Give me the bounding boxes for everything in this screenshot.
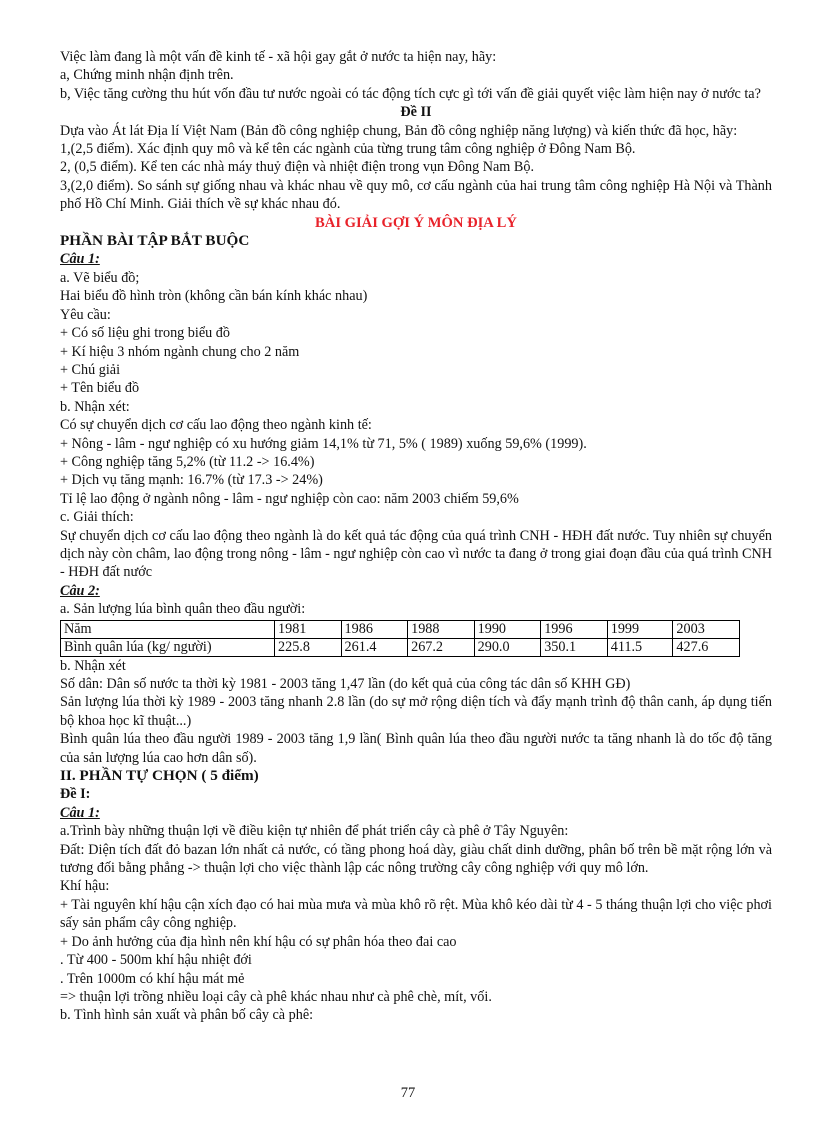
cau2-line: b. Nhận xét bbox=[60, 657, 126, 674]
cau1-line: b. Nhận xét: bbox=[60, 398, 130, 415]
s2-cau1-line: + Do ảnh hưởng của địa hình nên khí hậu có sự phân hóa theo đai cao bbox=[60, 933, 457, 950]
cau1-line: Có sự chuyển dịch cơ cấu lao động theo ngành kinh tế: bbox=[60, 417, 372, 434]
cau2-line: Số dân: Dân số nước ta thời kỳ 1981 - 2003 tăng 1,47 lần (do kết quả của công tác dân số KHH GĐ) bbox=[60, 676, 631, 692]
table-cell: Bình quân lúa (kg/ người) bbox=[61, 638, 275, 656]
cau1-line: + Dịch vụ tăng mạnh: 16.7% (từ 17.3 -> 24%) bbox=[60, 472, 323, 489]
section2-cau1-label: Câu 1: bbox=[60, 804, 100, 821]
table-header-row bbox=[61, 620, 740, 638]
cau1-line: Tỉ lệ lao động ở ngành nông - lâm - ngư nghiệp còn cao: năm 2003 chiếm 59,6% bbox=[60, 490, 519, 507]
s2-cau1-line: a.Trình bày những thuận lợi về điều kiện tự nhiên để phát triển cây cà phê ở Tây Nguyên: bbox=[60, 823, 569, 840]
table-cell: 2003 bbox=[673, 620, 740, 638]
table-cell: 1996 bbox=[541, 620, 608, 638]
de2-line: 2, (0,5 điểm). Kể ten các nhà máy thuỷ điện và nhiệt điện trong vụn Đông Nam Bộ. bbox=[60, 159, 534, 176]
intro-line-2: a, Chứng minh nhận định trên. bbox=[60, 67, 234, 84]
cau1-line: Hai biểu đồ hình tròn (không cần bán kính khác nhau) bbox=[60, 288, 368, 305]
cau1-line: + Nông - lâm - ngư nghiệp có xu hướng giảm 14,1% từ 71, 5% ( 1989) xuống 59,6% (1999). bbox=[60, 435, 587, 452]
s2-cau1-line: + Tài nguyên khí hậu cận xích đạo có hai mùa mưa và mùa khô rõ rệt. Mùa khô kéo dài từ 4 - 5 tháng thuận lợi cho việc phơi sấy sản phẩm cây công nghiệp. bbox=[60, 896, 772, 932]
table-row bbox=[61, 638, 740, 656]
section2-de1: Đề I: bbox=[60, 786, 91, 803]
document-page bbox=[60, 48, 772, 1025]
cau1-line: + Chú giải bbox=[60, 361, 121, 378]
table-cell: 427.6 bbox=[673, 638, 740, 656]
table-cell: 1988 bbox=[408, 620, 475, 638]
page-number: 77 bbox=[400, 1085, 416, 1101]
s2-cau1-line: => thuận lợi trồng nhiều loại cây cà phê khác nhau như cà phê chè, mít, vối. bbox=[60, 988, 492, 1005]
section1-title: PHẦN BÀI TẬP BẮT BUỘC bbox=[60, 232, 250, 250]
section1-cau2-label: Câu 2: bbox=[60, 582, 100, 599]
cau1-line: + Công nghiệp tăng 5,2% (từ 11.2 -> 16.4%) bbox=[60, 453, 315, 470]
table-cell: 1990 bbox=[474, 620, 541, 638]
cau1-line: c. Giải thích: bbox=[60, 509, 134, 526]
de2-line: 3,(2,0 điểm). So sánh sự giống nhau và khác nhau về quy mô, cơ cấu ngành của hai trung tâm công nghiệp Hà Nội và Thành phố Hồ Chí Minh. Giải thích về sự khác nhau đó. bbox=[60, 177, 772, 213]
de2-line: Dựa vào Át lát Địa lí Việt Nam (Bản đồ công nghiệp chung, Bản đồ công nghiệp năng lượng) và kiến thức đã học, hãy: bbox=[60, 122, 738, 139]
table-cell: 261.4 bbox=[341, 638, 408, 656]
answer-title: BÀI GIẢI GỢI Ý MÔN ĐỊA LÝ bbox=[315, 214, 517, 231]
table-cell: 1981 bbox=[275, 620, 342, 638]
cau1-line: Yêu cầu: bbox=[60, 306, 111, 323]
intro-line-1: Việc làm đang là một vấn đề kinh tế - xã hội gay gắt ở nước ta hiện nay, hãy: bbox=[60, 49, 497, 65]
de2-line: 1,(2,5 điểm). Xác định quy mô và kể tên các ngành của từng trung tâm công nghiệp ở Đông Nam Bộ. bbox=[60, 141, 636, 158]
section1-cau1-label: Câu 1: bbox=[60, 251, 100, 268]
table-cell: 350.1 bbox=[541, 638, 608, 656]
section2-title: II. PHẦN TỰ CHỌN ( 5 điểm) bbox=[60, 767, 259, 785]
table-cell: Năm bbox=[61, 620, 275, 638]
table-cell: 267.2 bbox=[408, 638, 475, 656]
table-cell: 411.5 bbox=[607, 638, 673, 656]
cau2-line: Bình quân lúa theo đầu người 1989 - 2003 tăng 1,9 lần( Bình quân lúa theo đầu người nước ta tăng nhanh là do tốc độ tăng của sản lượng lúa cao hơn dân số). bbox=[60, 731, 772, 766]
cau1-line: Sự chuyển dịch cơ cấu lao động theo ngành là do kết quả tác động của quá trình CNH - HĐH đất nước. Tuy nhiên sự chuyển dịch này còn châm, lao động trong nông - lâm - ngư nghiệp còn cao vì nước ta đang ở trong giai đoạn đầu của quá trình CNH - HĐH đất nước bbox=[60, 527, 772, 581]
cau2-intro: a. Sản lượng lúa bình quân theo đầu người: bbox=[60, 601, 306, 618]
s2-cau1-line: . Trên 1000m có khí hậu mát mẻ bbox=[60, 970, 245, 987]
intro-line-3: b, Việc tăng cường thu hút vốn đầu tư nước ngoài có tác động tích cực gì tới vấn đề giải quyết việc làm hiện nay ở nước ta? bbox=[60, 85, 761, 102]
table-cell: 290.0 bbox=[474, 638, 541, 656]
cau2-line: Sản lượng lúa thời kỳ 1989 - 2003 tăng nhanh 2.8 lần (do sự mở rộng diện tích và đẩy mạnh trình độ thân canh, áp dụng tiến bộ khoa học kĩ thuật...) bbox=[60, 694, 772, 729]
cau1-line: a. Vẽ biểu đồ; bbox=[60, 269, 140, 286]
table-cell: 225.8 bbox=[275, 638, 342, 656]
table-cell: 1986 bbox=[341, 620, 408, 638]
rice-per-capita-table bbox=[60, 620, 740, 657]
s2-cau1-line: Đất: Diện tích đất đỏ bazan lớn nhất cả nước, có tầng phong hoá dày, giàu chất dinh dưỡng, phân bố trên bề mặt rộng lớn và tương đối bằng phẳng -> thuận lợi cho việc thành lập các nông trường cây công nghiệp với quy mô lớn. bbox=[60, 841, 772, 877]
cau1-line: + Kí hiệu 3 nhóm ngành chung cho 2 năm bbox=[60, 343, 300, 360]
table-cell: 1999 bbox=[607, 620, 673, 638]
s2-cau1-line: Khí hậu: bbox=[60, 878, 110, 895]
de2-title: Đề II bbox=[400, 104, 432, 121]
s2-cau1-line: b. Tình hình sản xuất và phân bố cây cà phê: bbox=[60, 1007, 314, 1024]
cau1-line: + Tên biểu đồ bbox=[60, 380, 140, 397]
cau1-line: + Có số liệu ghi trong biểu đồ bbox=[60, 325, 230, 342]
s2-cau1-line: . Từ 400 - 500m khí hậu nhiệt đới bbox=[60, 952, 252, 969]
